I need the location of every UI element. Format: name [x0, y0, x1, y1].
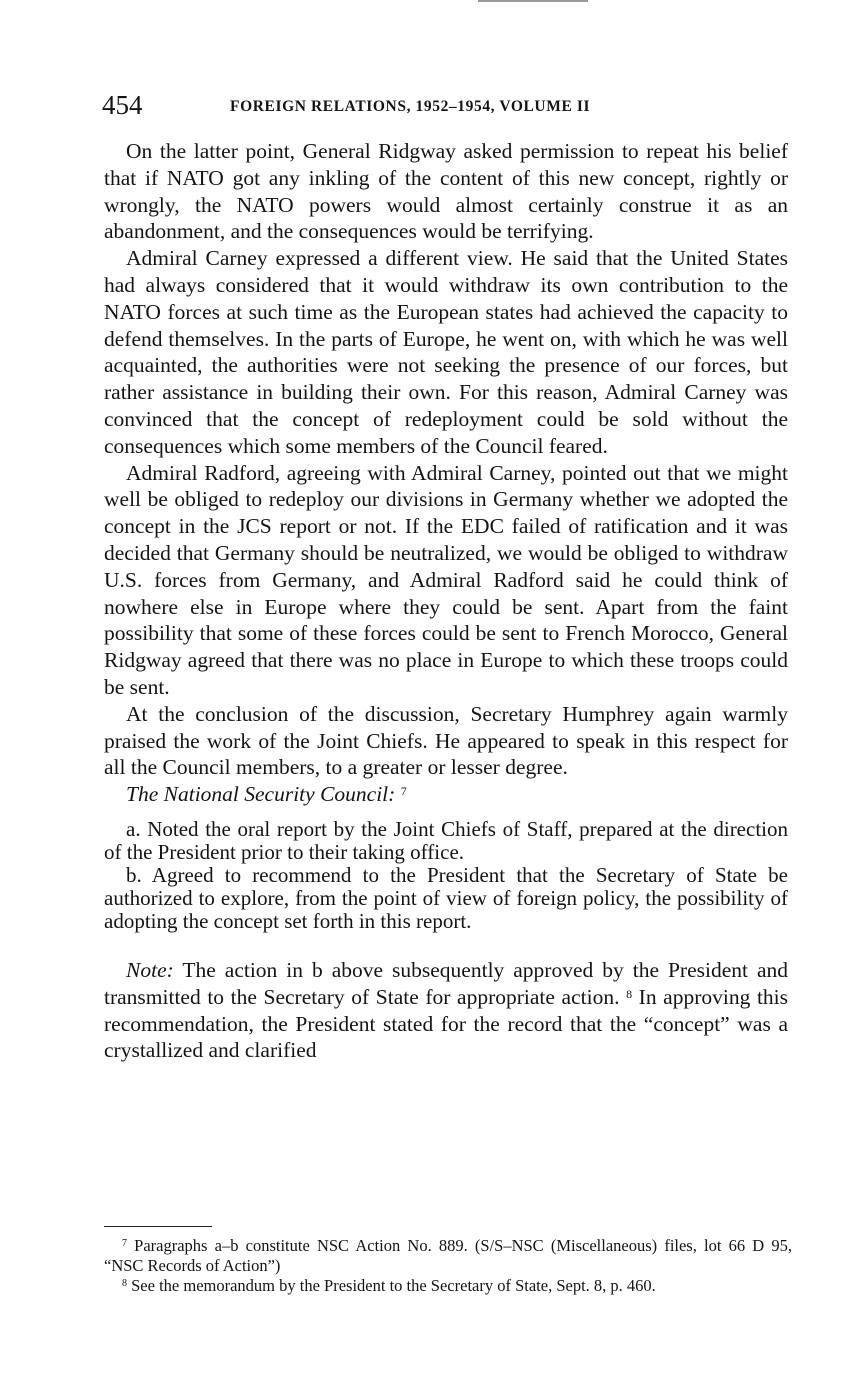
- footnote-ref-8: 8: [626, 986, 633, 1001]
- footnote-text-7: Paragraphs a–b constitute NSC Action No. 889. (S/S–NSC (Miscellaneous) files, lot 66 D 95, “NSC Records of Action”): [104, 1236, 792, 1275]
- page-header: [102, 88, 792, 124]
- paragraph-humphrey: At the conclusion of the discussion, Secretary Humphrey again warmly praised the work of the Joint Chiefs. He appeared to speak in this respect for all the Council members, to a greater or lesser degree.: [104, 701, 788, 780]
- footnote-rule: [104, 1226, 212, 1227]
- paragraph-ridgway: On the latter point, General Ridgway asked permission to repeat his belief that if NATO got any inkling of the content of this new concept, rightly or wrongly, the NATO powers would almost certainly construe it as an abandonment, and the consequences would be terrifying.: [104, 139, 788, 244]
- page-number: 454: [102, 90, 143, 120]
- top-edge-rule: [478, 0, 588, 2]
- footnote-ref-7: 7: [400, 784, 407, 799]
- note-paragraph: [104, 957, 788, 1064]
- footnote-text-8: See the memorandum by the President to the Secretary of State, Sept. 8, p. 460.: [131, 1276, 656, 1295]
- note-text-2: In approving this recommendation, the President stated for the record that the “concept” was a crystallized and clarified: [104, 984, 789, 1063]
- footnote-marker-8: 8: [122, 1278, 127, 1289]
- footnotes: [104, 1236, 792, 1296]
- note-label: Note:: [126, 957, 174, 982]
- footnote-marker-7: 7: [122, 1238, 127, 1249]
- note-text-1: The action in b above subsequently approved by the President and transmitted to the Secretary of State for appropriate action.: [104, 957, 788, 1009]
- council-label: The National Security Council:: [126, 782, 396, 807]
- footnote-7: [104, 1236, 792, 1276]
- main-text: [104, 138, 788, 1064]
- paragraph-carney: Admiral Carney expressed a different view. He said that the United States had always considered that it would withdraw its own contribution to the NATO forces at such time as the European states had achieved the capacity to defend themselves. In the parts of Europe, he went on, with which he was well acquainted, the authorities were not seeking the presence of our forces, but rather assistance in building their own. For this reason, Admiral Carney was convinced that the concept of redeployment could be sold without the consequences which some members of the Council feared.: [104, 246, 788, 458]
- running-head: FOREIGN RELATIONS, 1952–1954, VOLUME II: [230, 98, 591, 115]
- action-a: a. Noted the oral report by the Joint Chiefs of Staff, prepared at the direction of the President prior to their taking office.: [104, 816, 788, 864]
- council-heading: [104, 781, 788, 808]
- paragraph-radford: Admiral Radford, agreeing with Admiral Carney, pointed out that we might well be obliged to redeploy our divisions in Germany whether we adopted the concept in the JCS report or not. If the EDC failed of ratification and it was decided that Germany should be neutralized, we would be obliged to withdraw U.S. forces from Germany, and Admiral Radford said he could think of nowhere else in Europe where they could be sent. Apart from the faint possibility that some of these forces could be sent to French Morocco, General Ridgway agreed that there was no place in Europe to which these troops could be sent.: [104, 460, 788, 699]
- action-b: b. Agreed to recommend to the President that the Secretary of State be authorized to explore, from the point of view of foreign policy, the possibility of adopting the concept set forth in this report.: [104, 862, 788, 933]
- footnote-8: [104, 1276, 792, 1296]
